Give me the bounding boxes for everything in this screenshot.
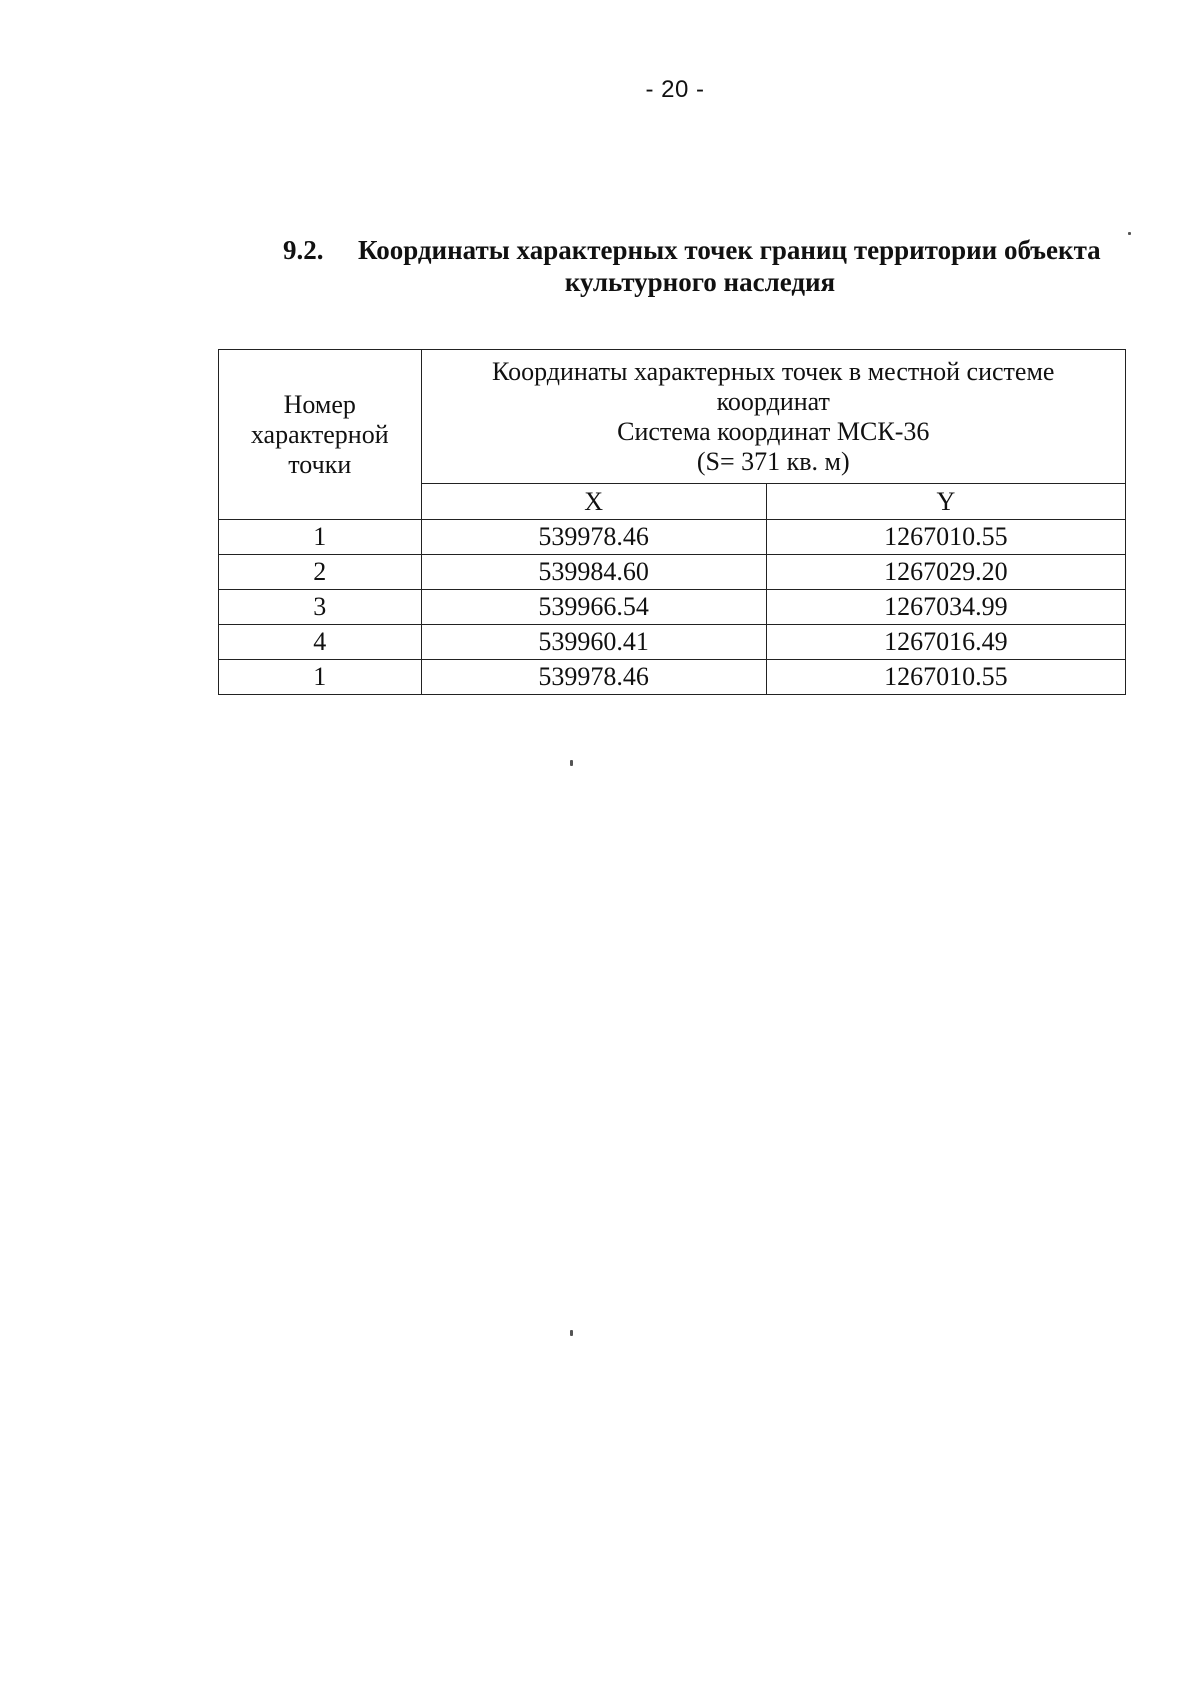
section-title-line1: Координаты характерных точек границ территории объекта <box>358 235 1101 265</box>
cell-point: 2 <box>219 555 422 590</box>
cell-x: 539966.54 <box>421 590 766 625</box>
cell-x: 539960.41 <box>421 625 766 660</box>
scan-speck <box>570 1330 573 1336</box>
header-x: X <box>421 484 766 520</box>
cell-y: 1267034.99 <box>766 590 1125 625</box>
cell-point: 1 <box>219 520 422 555</box>
cell-y: 1267029.20 <box>766 555 1125 590</box>
cell-point: 4 <box>219 625 422 660</box>
cell-y: 1267010.55 <box>766 520 1125 555</box>
coordinates-table <box>218 349 1126 695</box>
scan-speck <box>570 760 573 766</box>
cell-x: 539984.60 <box>421 555 766 590</box>
section-heading <box>283 234 1163 298</box>
header-coords-line: (S= 371 кв. м) <box>696 446 850 476</box>
header-coordinates <box>421 350 1125 484</box>
header-point-number <box>219 350 422 520</box>
header-point-line: характерной <box>250 419 389 449</box>
cell-point: 3 <box>219 590 422 625</box>
section-title-line2: культурного наследия <box>564 267 836 297</box>
header-coords-line: Система координат МСК-36 <box>617 416 930 446</box>
table-row <box>219 660 1126 695</box>
header-point-line: точки <box>288 449 352 479</box>
cell-y: 1267016.49 <box>766 625 1125 660</box>
header-y: Y <box>766 484 1125 520</box>
header-coords-line: Координаты характерных точек в местной системе <box>492 356 1055 386</box>
table-row <box>219 590 1126 625</box>
page-number: - 20 - <box>645 76 705 103</box>
section-number: 9.2. <box>283 235 324 265</box>
cell-point: 1 <box>219 660 422 695</box>
header-point-line: Номер <box>283 389 356 419</box>
section-heading-line1 <box>283 234 1163 266</box>
header-coords-line: координат <box>716 386 830 416</box>
cell-y: 1267010.55 <box>766 660 1125 695</box>
cell-x: 539978.46 <box>421 660 766 695</box>
table-row <box>219 625 1126 660</box>
table-header-row <box>219 350 1126 484</box>
table-row <box>219 520 1126 555</box>
cell-x: 539978.46 <box>421 520 766 555</box>
table-row <box>219 555 1126 590</box>
scan-speck <box>1128 232 1131 235</box>
